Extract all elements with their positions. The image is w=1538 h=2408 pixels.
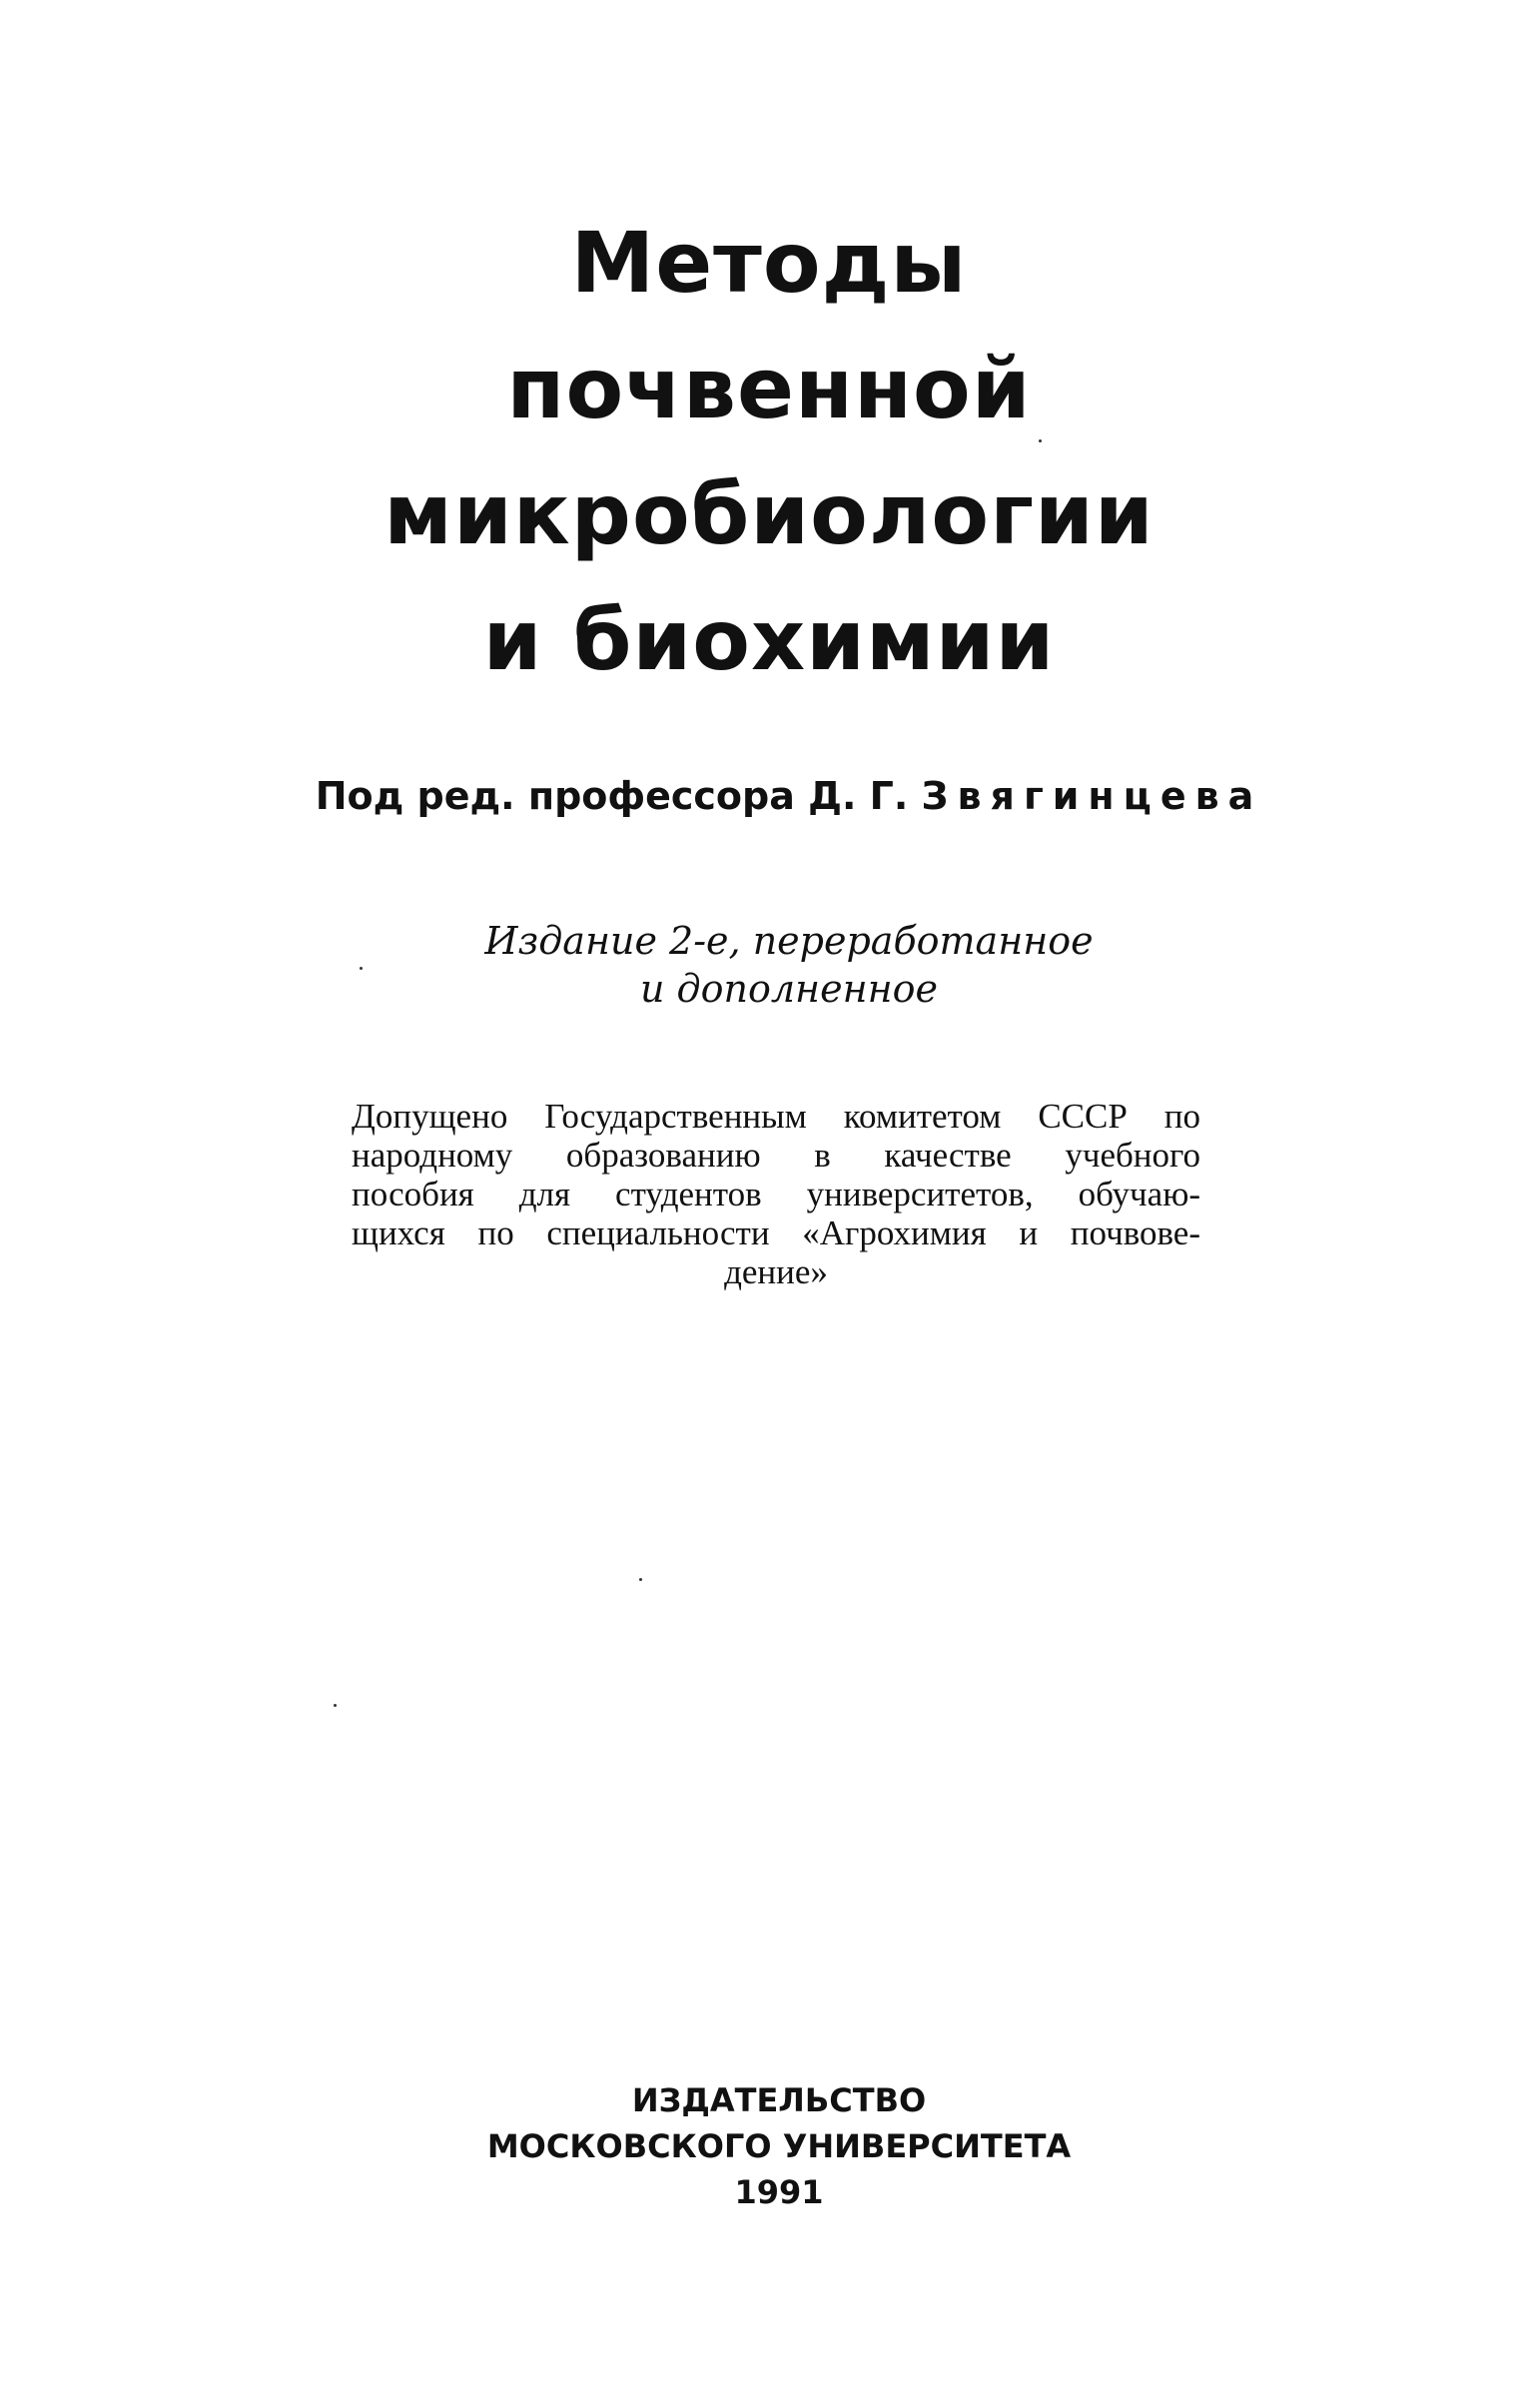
book-title xyxy=(0,200,1538,703)
publisher-line-1: ИЗДАТЕЛЬСТВО xyxy=(631,2081,927,2119)
editor-prefix: Под ред. профессора Д. Г. xyxy=(315,774,922,818)
scan-speck xyxy=(1039,439,1042,442)
title-line-1: Методы xyxy=(570,214,968,312)
publisher-line-2: МОСКОВСКОГО УНИВЕРСИТЕТА xyxy=(486,2127,1072,2165)
scan-speck xyxy=(360,967,363,970)
approval-statement xyxy=(352,1097,1200,1291)
approval-line-5: дение» xyxy=(724,1252,828,1291)
title-line-3: микробиологии xyxy=(384,465,1154,563)
approval-line-3: пособия для студентов университетов, обучаю- xyxy=(352,1175,1200,1213)
approval-line-2: народному образованию в качестве учебного xyxy=(352,1136,1200,1175)
title-line-2: почвенной xyxy=(506,340,1032,437)
editor-name: Звягинцева xyxy=(921,774,1263,818)
title-line-4: и биохимии xyxy=(482,591,1056,689)
edition-line-1: Издание 2-е, переработанное xyxy=(484,919,1094,963)
scan-speck xyxy=(639,1578,642,1581)
publication-year: 1991 xyxy=(734,2173,824,2211)
editor-credit xyxy=(0,771,1538,821)
edition-line-2: и дополненное xyxy=(639,967,938,1011)
approval-line-4: щихся по специальности «Агрохимия и почвове- xyxy=(352,1213,1200,1252)
approval-line-1: Допущено Государственным комитетом СССР по xyxy=(352,1097,1200,1136)
edition-note xyxy=(0,917,1538,1013)
scan-speck xyxy=(334,1704,337,1707)
publisher-imprint xyxy=(0,2077,1538,2215)
